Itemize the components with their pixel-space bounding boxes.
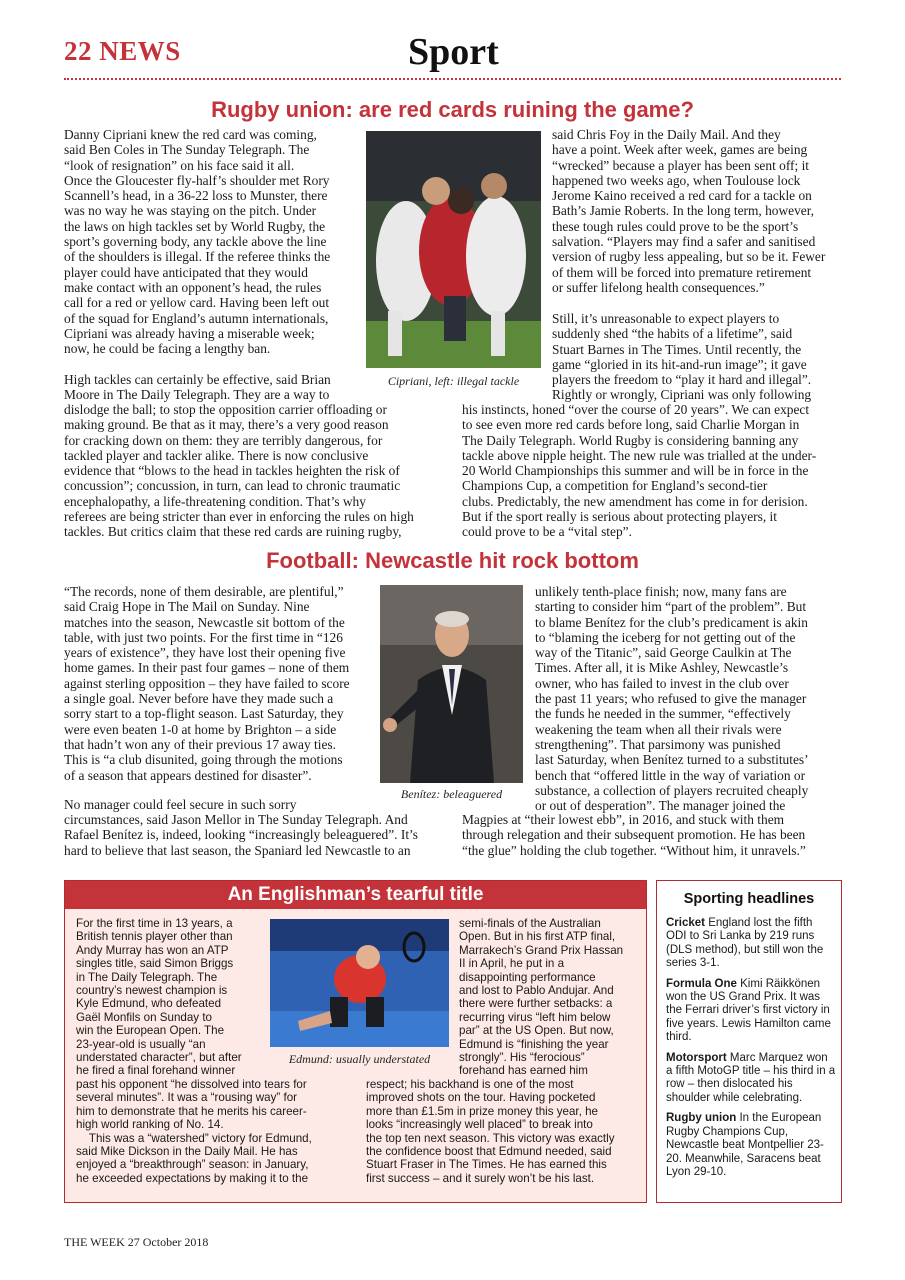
page-number-value: 22 — [64, 36, 92, 66]
text-line: sorry start to a top-flight season. Last Saturday, they — [64, 706, 344, 722]
text-line: he fired a final forehand winner — [76, 1064, 236, 1078]
text-line: High tackles can certainly be effective, said Brian — [64, 372, 331, 387]
text-line: Times. After all, it is Mike Ashley, Newcastle’s — [535, 660, 789, 676]
text-line: par” at the US Open. But now, — [459, 1024, 614, 1038]
footer-issue: THE WEEK 27 October 2018 — [64, 1235, 209, 1249]
text-line: evidence that “blows to the head in tackles heighten the risk of — [64, 463, 400, 479]
text-line: Rightly or wrongly, Cipriani was only following — [552, 387, 812, 403]
text-line: making ground. Be that as it may, there’s a very good reason — [64, 417, 389, 433]
sporting-headlines-title: Sporting headlines — [683, 891, 815, 907]
text-line: sport’s governing body, any tackle above the line — [64, 234, 327, 250]
tennis-col2b — [366, 1078, 641, 1185]
text-line: to “blaming the iceberg for not getting out of the — [535, 629, 796, 645]
tennis-col1 — [76, 917, 262, 1078]
rugby-col2 — [552, 127, 841, 295]
headline-item-label: Motorsport — [666, 1051, 727, 1064]
text-line: “wrecked” because a player has been sent off; it — [552, 157, 810, 173]
text-line: strengthening”. That parsimony was punished — [535, 736, 781, 752]
headline-item-rugby-union — [666, 1112, 836, 1179]
text-line: Once the Gloucester fly-half’s shoulder met Rory — [64, 172, 330, 188]
football-col1b — [64, 812, 436, 858]
text-line: dislodge the ball; to stop the opposition carrier offloading or — [64, 402, 387, 417]
text-line: his instincts, honed “over the course of 20 years”. We can expect — [462, 402, 810, 417]
text-line: salvation. “Players may find a safer and sanitised — [552, 234, 816, 250]
text-line: in The Daily Telegraph. The — [76, 970, 218, 984]
text-line: Danny Cipriani knew the red card was coming, — [64, 127, 317, 142]
text-line: Jerome Kaino received a red card for a tackle on — [552, 188, 812, 204]
text-line: “The records, none of them desirable, are plentiful,” — [64, 584, 344, 599]
text-line: of the squad for England’s autumn internationals, — [64, 310, 329, 326]
text-line: that hadn’t won any of their previous 17 away ties. — [64, 736, 336, 752]
text-line: recurring virus “left him below — [459, 1010, 611, 1024]
header-divider — [64, 78, 841, 80]
text-line: Marrakech’s Grand Prix Hassan — [459, 943, 624, 957]
text-line: first success – and it surely won’t be his last. — [366, 1171, 595, 1185]
tennis-col1b — [76, 1078, 358, 1185]
text-line: strongly”. His “ferocious” — [459, 1051, 585, 1065]
rugby-photo — [366, 131, 541, 368]
text-line: tackles. But critics claim that these red cards are ruining rugby, — [64, 524, 402, 540]
text-line: Still, it’s unreasonable to expect players to — [552, 311, 780, 326]
tennis-caption: Edmund: usually understated — [288, 1052, 431, 1066]
headline-item-label: Formula One — [666, 977, 737, 990]
text-line: version of rugby less appealing, but so be it. Fewer — [552, 249, 826, 265]
text-line: Magpies at “their lowest ebb”, in 2016, and stuck with them — [462, 812, 785, 827]
text-line: tackled player and tackler alike. There is now conclusive — [64, 447, 369, 463]
text-line: The Daily Telegraph. World Rugby is considering banning any — [462, 432, 799, 448]
text-line: understated character”, but after — [76, 1051, 242, 1065]
text-line: for cracking down on them: they are terribly dangerous, for — [64, 432, 383, 448]
text-line: weakening the team when all their rivals were — [535, 721, 782, 737]
rugby-col1 — [64, 127, 351, 356]
text-line: Scannell’s head, in a 36-22 loss to Munster, there — [64, 188, 328, 204]
text-line: players the freedom to “play it hard and illegal”. — [552, 372, 812, 388]
text-line: the confidence boost that Edmund needed, said — [366, 1145, 612, 1159]
football-col2c — [462, 812, 841, 858]
text-line: home games. In their past four games – none of them — [64, 660, 350, 676]
text-line: or suffer lifelong health consequences.” — [552, 279, 765, 295]
text-line: Open. But in his first ATP final, — [459, 930, 616, 944]
text-line: now, he could be facing a lengthy ban. — [64, 341, 271, 357]
football-photo-image — [380, 585, 523, 783]
text-line: matches into the season, Newcastle sit bottom of the — [64, 614, 345, 630]
headline-item-label: Rugby union — [666, 1112, 737, 1125]
text-line: British tennis player other than — [76, 930, 233, 944]
sporting-headlines-box — [656, 880, 842, 1203]
section-title: Sport — [408, 31, 499, 73]
text-line: forehand has earned him — [459, 1064, 588, 1078]
rugby-col2b — [552, 311, 841, 403]
text-line: of a season that appears destined for disaster”. — [64, 767, 312, 783]
text-line: last Saturday, when Benítez turned to a substitutes’ — [535, 752, 809, 768]
text-line: the past 11 years; who refused to give the manager — [535, 691, 807, 707]
headline-item-motorsport — [666, 1052, 836, 1106]
football-headline: Football: Newcastle hit rock bottom — [266, 548, 639, 573]
headline-item-text: Kimi Räikkönen won the US Grand Prix. It was the Ferrari driver’s first victory in five years. Lewis Hamilton came third. — [666, 977, 831, 1044]
text-line: happened two weeks ago, when Toulouse lock — [552, 172, 801, 188]
text-line: against sterling opposition – they have failed to score — [64, 675, 350, 691]
text-line: said Ben Coles in The Sunday Telegraph. The — [64, 142, 310, 158]
text-line: circumstances, said Jason Mellor in The Sunday Telegraph. And — [64, 812, 408, 827]
text-line: there were further setbacks: a — [459, 997, 613, 1011]
text-line: referees are being stricter than ever in enforcing the rules on high — [64, 509, 414, 525]
text-line: these tough rules could prove to be the sport’s — [552, 218, 799, 234]
rugby-col2c — [462, 402, 841, 540]
text-line: disappointing performance — [459, 970, 596, 984]
text-line: and lost to Pablo Andujar. And — [459, 984, 614, 998]
text-line: 23-year-old is usually “an — [76, 1037, 206, 1051]
text-line: have a point. Week after week, games are being — [552, 142, 808, 158]
text-line: player could have anticipated that they would — [64, 264, 308, 280]
text-line: he exceeded expectations by making it to the — [76, 1171, 309, 1185]
text-line: of them will be forced into premature retirement — [552, 264, 812, 280]
football-caption: Benítez: beleaguered — [400, 787, 503, 801]
text-line: respect; his backhand is one of the most — [366, 1078, 574, 1091]
text-line: game “gloried in its hit-and-run image”; it gave — [552, 356, 807, 372]
text-line: bench that “offered little in the way of variation or — [535, 767, 806, 783]
headline-item-label: Cricket — [666, 917, 705, 929]
text-line: encephalopathy, a life-threatening condition. That’s why — [64, 493, 366, 509]
text-line: call for a red or yellow card. Having been left out — [64, 295, 330, 311]
headline-item-cricket — [666, 917, 836, 971]
text-line: of the shoulders is illegal. If the referee thinks the — [64, 249, 331, 265]
page-number — [64, 36, 181, 67]
text-line: Moore in The Daily Telegraph. They are a way to — [64, 387, 330, 403]
text-line: make contact with an opponent’s head, the rules — [64, 279, 322, 295]
tennis-col2 — [459, 917, 641, 1078]
text-line: This was a “watershed” victory for Edmund, — [76, 1131, 312, 1145]
text-line: Stuart Fraser in The Times. He has earned this — [366, 1158, 607, 1172]
text-line: through relegation and their subsequent promotion. He has been — [462, 827, 806, 843]
text-line: or out of desperation”. The manager joined the — [535, 798, 786, 814]
tennis-photo — [270, 919, 449, 1047]
text-line: way of the Titanic”, said George Caulkin at The — [535, 645, 792, 661]
text-line: high world ranking of No. 14. — [76, 1118, 224, 1132]
text-line: was no way he was staying on the pitch. Under — [64, 203, 317, 219]
text-line: Cipriani was already having a miserable week; — [64, 325, 315, 341]
section-label: NEWS — [99, 36, 181, 66]
text-line: past his opponent “he dissolved into tears for — [76, 1078, 307, 1091]
text-line: improved shots on the tour. Having pocketed — [366, 1091, 596, 1105]
text-line: concussion”; concussion, in turn, can lead to chronic traumatic — [64, 478, 401, 494]
tennis-headline: An Englishman’s tearful title — [65, 881, 646, 909]
headline-item-formula-one — [666, 978, 836, 1045]
football-col1b-top — [64, 797, 364, 812]
headline-item-text: In the European Rugby Champions Cup, Newcastle beat Montpellier 23-20. Meanwhile, Saracens beat Lyon 29-10. — [666, 1112, 824, 1178]
text-line: the top ten next season. This victory was exactly — [366, 1131, 615, 1145]
rugby-col1b — [64, 402, 435, 540]
rugby-photo-image — [366, 131, 541, 368]
text-line: Rafael Benítez is, indeed, looking “increasingly beleaguered”. It’s — [64, 827, 418, 843]
text-line: For the first time in 13 years, a — [76, 917, 233, 930]
text-line: starting to consider him “part of the problem”. But — [535, 599, 807, 615]
text-line: singles title, said Simon Briggs — [76, 957, 234, 971]
text-line: 20 World Championships this summer and will be in force in the — [462, 463, 809, 479]
text-line: “look of resignation” on his face said it all. — [64, 157, 295, 173]
text-line: semi-finals of the Australian — [459, 917, 601, 930]
text-line: win the European Open. The — [76, 1024, 225, 1038]
text-line: more than £1.5m in prize money this year, he — [366, 1104, 598, 1118]
text-line: Kyle Edmund, who defeated — [76, 997, 222, 1011]
text-line: enjoyed a “breakthrough” season: in January, — [76, 1158, 309, 1172]
text-line: Edmund is “finishing the year — [459, 1037, 609, 1051]
rugby-headline: Rugby union: are red cards ruining the game? — [211, 97, 694, 122]
text-line: were even beaten 1-0 at home by Brighton – a side — [64, 721, 337, 737]
football-col2 — [535, 584, 841, 813]
sporting-headlines-list — [666, 917, 836, 1186]
text-line: Andy Murray has won an ATP — [76, 943, 229, 957]
text-line: No manager could feel secure in such sorry — [64, 797, 297, 812]
text-line: a single goal. Never before have they made such a — [64, 691, 334, 707]
text-line: II in April, he put in a — [459, 957, 565, 971]
tennis-photo-image — [270, 919, 449, 1047]
text-line: suddenly shed “the habits of a lifetime”, said — [552, 326, 793, 342]
text-line: could prove to be a “vital step”. — [462, 524, 632, 540]
text-line: clubs. Predictably, the new amendment has come in for derision. — [462, 493, 808, 509]
football-photo — [380, 585, 523, 783]
text-line: to blame Benítez for the club’s predicament is akin — [535, 614, 808, 630]
football-col1 — [64, 584, 371, 783]
rugby-caption: Cipriani, left: illegal tackle — [387, 374, 520, 388]
text-line: unlikely tenth-place finish; now, many fans are — [535, 584, 787, 599]
text-line: This is “a club disunited, going through the motions — [64, 752, 343, 768]
text-line: country’s newest champion is — [76, 984, 228, 998]
text-line: the funds he needed in the summer, “effectively — [535, 706, 791, 722]
text-line: looks “increasingly well placed” to break into — [366, 1118, 593, 1132]
text-line: him to demonstrate that he merits his career- — [76, 1104, 307, 1118]
text-line: table, with just two points. For the first time in “126 — [64, 629, 343, 645]
text-line: hard to believe that last season, the Spaniard led Newcastle to an — [64, 842, 411, 858]
text-line: Champions Cup, a competition for England’s second-tier — [462, 478, 768, 494]
text-line: several minutes”. It was a “rousing way” for — [76, 1091, 298, 1105]
text-line: Stuart Barnes in The Times. Until recently, the — [552, 341, 802, 357]
text-line: Gaël Monfils on Sunday to — [76, 1010, 212, 1024]
text-line: years of existence”, they have lost their opening five — [64, 645, 346, 661]
text-line: “the glue” holding the club together. “Without him, it unravels.” — [462, 842, 806, 858]
text-line: said Craig Hope in The Mail on Sunday. Nine — [64, 599, 310, 615]
headline-item-text: England lost the fifth ODI to Sri Lanka by 219 runs (DLS method), but still won the series 3-1. — [666, 917, 824, 970]
text-line: substance, a collection of players recruited cheaply — [535, 782, 809, 798]
text-line: But if the sport really is serious about protecting players, it — [462, 509, 777, 525]
headline-item-text: Marc Marquez won a fifth MotoGP title – his third in a row – then dislocated his shoulder while celebrating. — [666, 1051, 836, 1104]
text-line: Bath’s Jamie Roberts. In the long term, however, — [552, 203, 815, 219]
text-line: said Chris Foy in the Daily Mail. And they — [552, 127, 781, 142]
text-line: tackle above nipple height. The new rule was trialled at the under- — [462, 447, 817, 463]
text-line: owner, who has failed to invest in the club over — [535, 675, 789, 691]
text-line: said Mike Dickson in the Daily Mail. He has — [76, 1145, 298, 1159]
text-line: the laws on high tackles set by World Rugby, the — [64, 218, 326, 234]
text-line: to see even more red cards before long, said Charlie Morgan in — [462, 417, 800, 433]
rugby-col1b-top — [64, 372, 344, 403]
